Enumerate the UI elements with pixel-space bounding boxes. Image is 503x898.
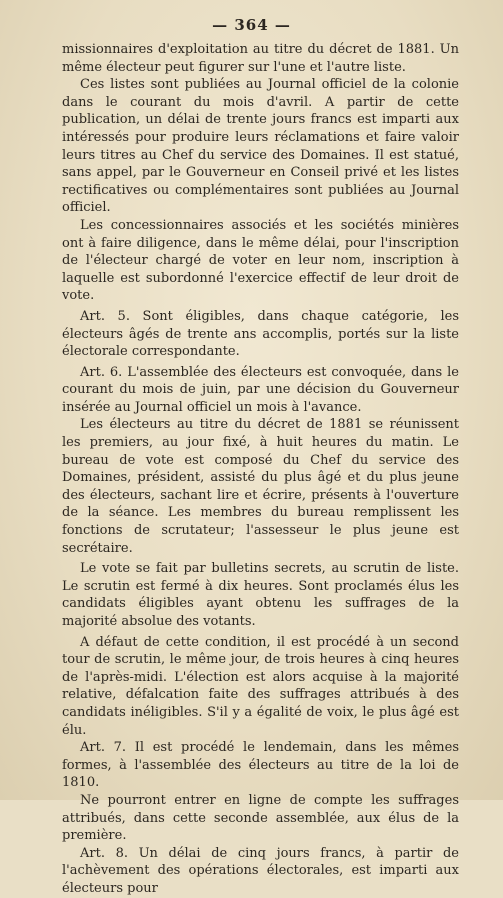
paragraph-2: Ces listes sont publiées au Journal officiel de la colonie dans le courant du mois d'avril. A partir de cette publication, un délai de trente jours francs est imparti aux intéressés pour produire leurs réclamations et faire valoir leurs titres au Chef du service des Domaines. Il est statué, sans appel, par le Gouverneur en Conseil privé et les listes rectificatives ou complémentaires sont publiées au Journal officiel. <box>62 77 459 216</box>
paragraph-10: Ne pourront entrer en ligne de compte les suffrages attribués, dans cette seconde assemblée, aux élus de la première. <box>62 792 459 844</box>
body-text <box>62 41 459 898</box>
paragraph-8: A défaut de cette condition, il est procédé à un second tour de scrutin, le même jour, de trois heures à cinq heures de l'après-midi. L'élection est alors acquise à la majorité relative, défalcation faite des suffrages attribués à des candidats inéligibles. S'il y a égalité de voix, le plus âgé est élu. <box>62 634 459 738</box>
paragraph-7: Le vote se fait par bulletins secrets, au scrutin de liste. Le scrutin est fermé à dix heures. Sont proclamés élus les candidats éligibles ayant obtenu les suffrages de la majorité absolue des votants. <box>62 561 459 629</box>
paragraph-6: Les électeurs au titre du décret de 1881 se réunissent les premiers, au jour fixé, à huit heures du matin. Le bureau de vote est composé du Chef du service des Domaines, président, assisté du plus âgé et du plus jeune des électeurs, sachant lire et écrire, présents à l'ouverture de la séance. Les membres du bureau remplissent les fonctions de scrutateur; l'assesseur le plus jeune est secrétaire. <box>62 417 459 556</box>
paragraph-art-6: Art. 6. L'assemblée des électeurs est convoquée, dans le courant du mois de juin, par une décision du Gouverneur insérée au Journal officiel un mois à l'avance. <box>62 364 459 415</box>
paragraph-art-5: Art. 5. Sont éligibles, dans chaque catégorie, les électeurs âgés de trente ans accomplis, portés sur la liste électorale correspondante. <box>62 308 459 360</box>
paragraph-art-8: Art. 8. Un délai de cinq jours francs, à partir de l'achèvement des opérations électorales, est imparti aux électeurs pour <box>62 845 459 896</box>
page-number: — 364 — <box>212 16 291 34</box>
paragraph-3: Les concessionnaires associés et les sociétés minières ont à faire diligence, dans le même délai, pour l'inscription de l'électeur chargé de voter en leur nom, inscription à laquelle est subordonné l'exercice effectif de leur droit de vote. <box>62 217 459 304</box>
paragraph-1: missionnaires d'exploitation au titre du décret de 1881. Un même électeur peut figurer sur l'une et l'autre liste. <box>62 42 459 75</box>
paragraph-art-7: Art. 7. Il est procédé le lendemain, dans les mêmes formes, à l'assemblée des électeurs au titre de la loi de 1810. <box>62 740 459 791</box>
